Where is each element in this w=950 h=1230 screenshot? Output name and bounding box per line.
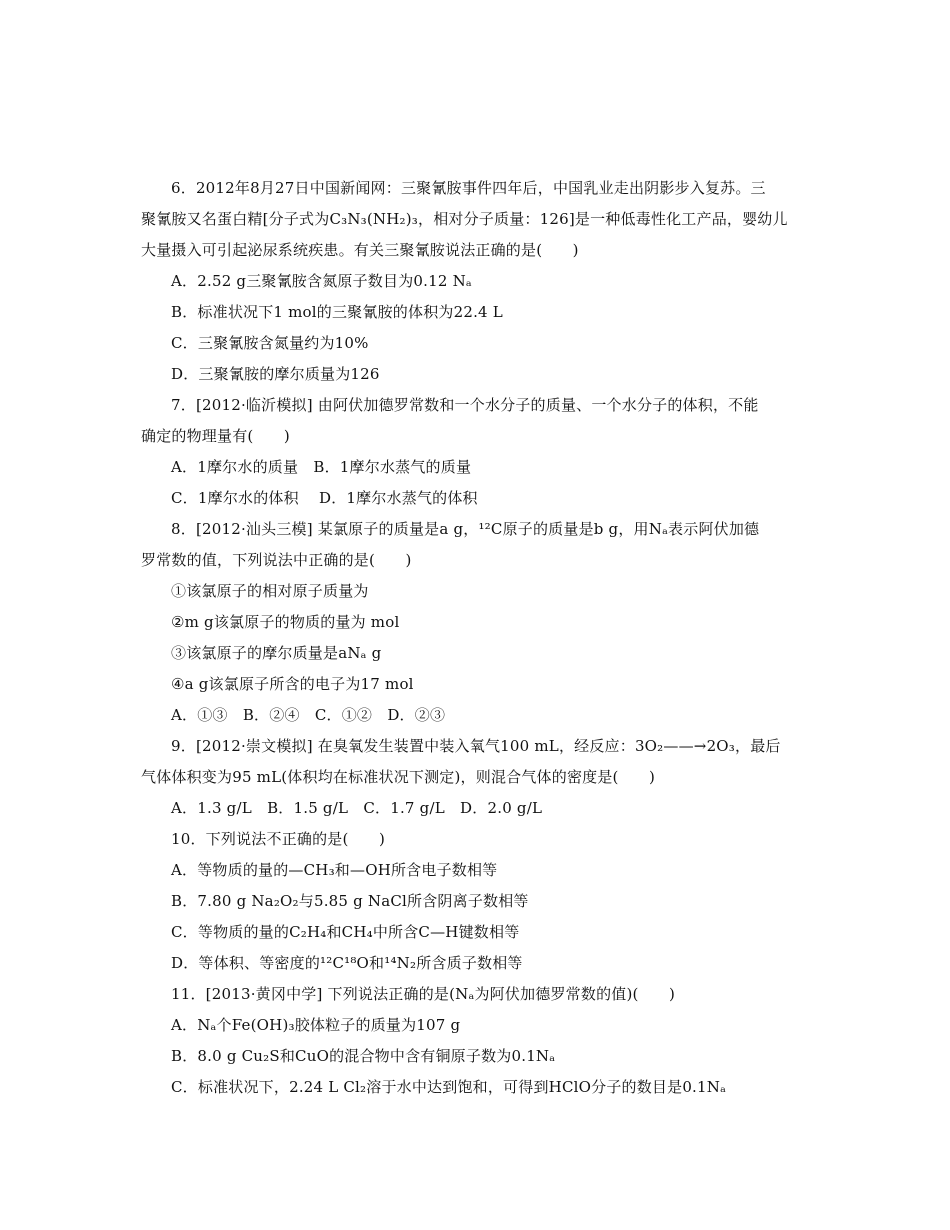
q8-statement-2: ②m g该氯原子的物质的量为 mol bbox=[171, 613, 400, 631]
q8-statement-3: ③该氯原子的摩尔质量是aNₐ g bbox=[171, 644, 382, 662]
q9-options: A．1.3 g/L B．1.5 g/L C．1.7 g/L D．2.0 g/L bbox=[171, 799, 543, 817]
q10-option-a: A．等物质的量的—CH₃和—OH所含电子数相等 bbox=[171, 861, 498, 879]
q11-option-b: B．8.0 g Cu₂S和CuO的混合物中含有铜原子数为0.1Nₐ bbox=[171, 1047, 556, 1065]
q10-option-b: B．7.80 g Na₂O₂与5.85 g NaCl所含阴离子数相等 bbox=[171, 892, 529, 910]
q8-statement-4: ④a g该氯原子所含的电子为17 mol bbox=[171, 675, 414, 693]
q10-option-c: C．等物质的量的C₂H₄和CH₄中所含C—H键数相等 bbox=[171, 923, 520, 941]
q7-line-1: 7．[2012·临沂模拟] 由阿伏加德罗常数和一个水分子的质量、一个水分子的体积，不能 bbox=[171, 396, 759, 414]
q6-line-2: 聚氰胺又名蛋白精[分子式为C₃N₃(NH₂)₃，相对分子质量：126]是一种低毒性化工产品，婴幼儿 bbox=[141, 210, 788, 228]
q11-option-c: C．标准状况下，2.24 L Cl₂溶于水中达到饱和，可得到HClO分子的数目是0.1Nₐ bbox=[171, 1078, 727, 1096]
q8-statement-1: ①该氯原子的相对原子质量为 bbox=[171, 582, 369, 600]
q6-option-c: C．三聚氰胺含氮量约为10% bbox=[171, 334, 369, 352]
q6-line-1: 6．2012年8月27日中国新闻网：三聚氰胺事件四年后，中国乳业走出阴影步入复苏。三 bbox=[171, 179, 766, 197]
q6-option-d: D．三聚氰胺的摩尔质量为126 bbox=[171, 365, 380, 383]
q11-stem: 11．[2013·黄冈中学] 下列说法正确的是(Nₐ为阿伏加德罗常数的值)( ) bbox=[171, 985, 676, 1003]
q6-line-3: 大量摄入可引起泌尿系统疾患。有关三聚氰胺说法正确的是( ) bbox=[141, 241, 579, 259]
q7-options-ab: A．1摩尔水的质量 B．1摩尔水蒸气的质量 bbox=[171, 458, 472, 476]
q8-line-2: 罗常数的值，下列说法中正确的是( ) bbox=[141, 551, 412, 569]
q6-option-b: B．标准状况下1 mol的三聚氰胺的体积为22.4 L bbox=[171, 303, 503, 321]
q7-line-2: 确定的物理量有( ) bbox=[141, 427, 290, 445]
q9-line-2: 气体体积变为95 mL(体积均在标准状况下测定)，则混合气体的密度是( ) bbox=[141, 768, 656, 786]
q8-line-1: 8．[2012·汕头三模] 某氯原子的质量是a g，¹²C原子的质量是b g，用Nₐ表示阿伏加德 bbox=[171, 520, 760, 538]
q10-stem: 10．下列说法不正确的是( ) bbox=[171, 830, 385, 848]
q6-option-a: A．2.52 g三聚氰胺含氮原子数目为0.12 Nₐ bbox=[171, 272, 472, 290]
q8-options: A．①③ B．②④ C．①② D．②③ bbox=[171, 706, 446, 724]
q7-options-cd: C．1摩尔水的体积 D．1摩尔水蒸气的体积 bbox=[171, 489, 478, 507]
q10-option-d: D．等体积、等密度的¹²C¹⁸O和¹⁴N₂所含质子数相等 bbox=[171, 954, 523, 972]
q9-line-1: 9．[2012·崇文模拟] 在臭氧发生装置中装入氧气100 mL，经反应：3O₂——→2O₃，最后 bbox=[171, 737, 781, 755]
q11-option-a: A．Nₐ个Fe(OH)₃胶体粒子的质量为107 g bbox=[171, 1016, 461, 1034]
